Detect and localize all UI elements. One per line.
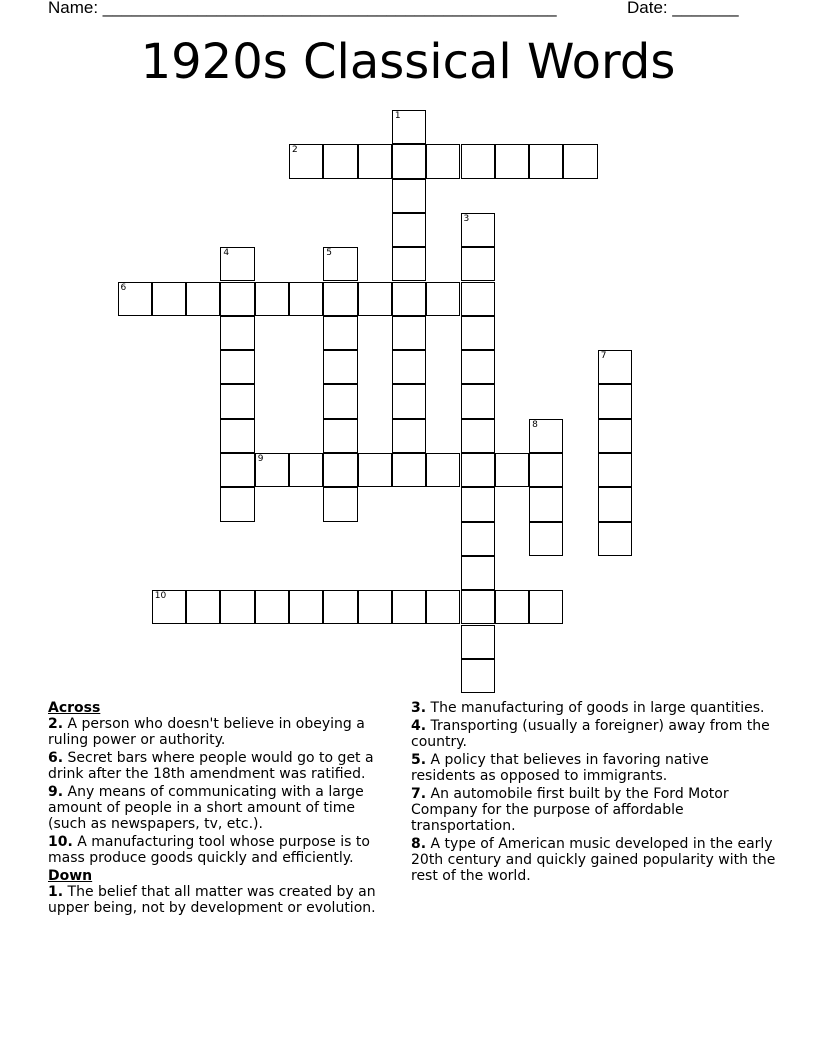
clue-number: 5. [411, 752, 427, 768]
grid-cell[interactable] [529, 144, 563, 178]
grid-cell[interactable] [392, 590, 426, 624]
clues-right-column [411, 700, 776, 886]
clue-text: A person who doesn't believe in obeying a ruling power or authority. [48, 716, 365, 748]
grid-cell[interactable] [461, 384, 495, 418]
grid-cell[interactable] [563, 144, 597, 178]
across-clue [48, 784, 393, 832]
clue-text: A type of American music developed in the early 20th century and quickly gained popularity with the rest of the world. [411, 836, 776, 884]
grid-cell[interactable] [598, 419, 632, 453]
clue-number-label: 1 [394, 111, 401, 121]
clue-number-label: 10 [154, 591, 167, 602]
grid-cell[interactable] [461, 556, 495, 590]
down-clue [48, 884, 393, 916]
grid-cell[interactable] [392, 179, 426, 213]
grid-cell[interactable] [358, 590, 392, 624]
grid-cell[interactable] [323, 453, 357, 487]
grid-cell[interactable] [220, 590, 254, 624]
grid-cell[interactable] [529, 419, 563, 453]
clue-number: 1. [48, 884, 64, 900]
grid-cell[interactable] [392, 350, 426, 384]
grid-cell[interactable] [426, 590, 460, 624]
across-clue [48, 834, 393, 866]
clue-text: The belief that all matter was created by an upper being, not by development or evolution. [48, 884, 376, 916]
clue-number: 2. [48, 716, 64, 732]
clue-text: An automobile first built by the Ford Motor Company for the purpose of affordable transportation. [411, 786, 729, 834]
grid-cell[interactable] [220, 487, 254, 521]
grid-cell[interactable] [255, 282, 289, 316]
down-heading: Down [48, 868, 93, 884]
clue-number: 9. [48, 784, 64, 800]
grid-cell[interactable] [461, 316, 495, 350]
grid-cell[interactable] [598, 453, 632, 487]
grid-cell[interactable] [461, 213, 495, 247]
clue-number-label: 5 [326, 248, 333, 259]
grid-cell[interactable] [220, 316, 254, 350]
clue-text: Any means of communicating with a large amount of people in a short amount of time (such as newspapers, tv, etc.). [48, 784, 364, 832]
grid-cell[interactable] [323, 282, 357, 316]
grid-cell[interactable] [598, 522, 632, 556]
grid-cell[interactable] [255, 590, 289, 624]
grid-cell[interactable] [392, 282, 426, 316]
clue-number: 7. [411, 786, 427, 802]
down-clue [411, 718, 776, 750]
grid-cell[interactable] [495, 453, 529, 487]
clue-number-label: 4 [223, 248, 230, 259]
grid-cell[interactable] [495, 590, 529, 624]
grid-cell[interactable] [118, 282, 152, 316]
grid-cell[interactable] [323, 590, 357, 624]
clue-number: 10. [48, 834, 73, 850]
grid-cell[interactable] [186, 282, 220, 316]
clue-text: The manufacturing of goods in large quantities. [430, 700, 765, 716]
grid-cell[interactable] [152, 590, 186, 624]
grid-cell[interactable] [358, 453, 392, 487]
grid-cell[interactable] [598, 350, 632, 384]
grid-cell[interactable] [323, 144, 357, 178]
grid-cell[interactable] [323, 419, 357, 453]
grid-cell[interactable] [598, 384, 632, 418]
grid-cell[interactable] [598, 487, 632, 521]
clue-number-label: 8 [532, 419, 538, 430]
clue-number: 8. [411, 836, 427, 852]
clue-number-label: 2 [292, 145, 298, 156]
grid-cell[interactable] [323, 350, 357, 384]
grid-cell[interactable] [392, 419, 426, 453]
grid-cell[interactable] [392, 247, 426, 281]
grid-cell[interactable] [529, 453, 563, 487]
grid-cell[interactable] [289, 144, 323, 178]
name-field-label: Name: ________________________________________________ [48, 0, 557, 17]
grid-cell[interactable] [392, 316, 426, 350]
grid-cell[interactable] [426, 453, 460, 487]
page-title: 1920s Classical Words [140, 34, 676, 90]
grid-cell[interactable] [392, 453, 426, 487]
clue-text: A policy that believes in favoring native residents as opposed to immigrants. [411, 752, 709, 784]
clue-text: Secret bars where people would go to get a drink after the 18th amendment was ratified. [48, 750, 374, 782]
grid-cell[interactable] [323, 247, 357, 281]
grid-cell[interactable] [220, 350, 254, 384]
grid-cell[interactable] [461, 350, 495, 384]
across-clue [48, 716, 393, 748]
grid-cell[interactable] [461, 487, 495, 521]
grid-cell[interactable] [392, 110, 426, 144]
clue-number-label: 7 [600, 351, 607, 362]
grid-cell[interactable] [323, 384, 357, 418]
across-heading: Across [48, 700, 101, 716]
grid-cell[interactable] [186, 590, 220, 624]
grid-cell[interactable] [529, 522, 563, 556]
clue-text: A manufacturing tool whose purpose is to mass produce goods quickly and efficiently. [48, 834, 370, 866]
grid-cell[interactable] [289, 282, 323, 316]
down-clue [411, 836, 776, 884]
down-clue [411, 786, 776, 834]
grid-cell[interactable] [220, 453, 254, 487]
grid-cell[interactable] [461, 522, 495, 556]
grid-cell[interactable] [392, 213, 426, 247]
down-clue [411, 700, 776, 716]
grid-cell[interactable] [220, 247, 254, 281]
grid-cell[interactable] [392, 384, 426, 418]
clue-number: 4. [411, 718, 427, 734]
clues-left-column [48, 700, 393, 918]
grid-cell[interactable] [323, 487, 357, 521]
grid-cell[interactable] [323, 316, 357, 350]
grid-cell[interactable] [461, 659, 495, 693]
clue-number-label: 3 [463, 213, 470, 224]
down-clue [411, 752, 776, 784]
clue-number-label: 6 [120, 282, 127, 293]
grid-cell[interactable] [358, 282, 392, 316]
grid-cell[interactable] [255, 453, 289, 487]
grid-cell[interactable] [461, 625, 495, 659]
grid-cell[interactable] [220, 419, 254, 453]
grid-cell[interactable] [220, 384, 254, 418]
grid-cell[interactable] [461, 419, 495, 453]
clue-number: 6. [48, 750, 64, 766]
grid-cell[interactable] [461, 144, 495, 178]
grid-cell[interactable] [152, 282, 186, 316]
grid-cell[interactable] [495, 144, 529, 178]
grid-cell[interactable] [426, 144, 460, 178]
grid-cell[interactable] [461, 282, 495, 316]
grid-cell[interactable] [461, 590, 495, 624]
grid-cell[interactable] [289, 590, 323, 624]
grid-cell[interactable] [220, 282, 254, 316]
clue-text: Transporting (usually a foreigner) away from the country. [411, 718, 770, 750]
date-field-label: Date: _______ [627, 0, 739, 17]
grid-cell[interactable] [529, 487, 563, 521]
grid-cell[interactable] [529, 590, 563, 624]
clue-number: 3. [411, 700, 427, 716]
across-clue [48, 750, 393, 782]
grid-cell[interactable] [289, 453, 323, 487]
grid-cell[interactable] [358, 144, 392, 178]
grid-cell[interactable] [461, 453, 495, 487]
clue-number-label: 9 [257, 454, 264, 464]
grid-cell[interactable] [392, 144, 426, 178]
grid-cell[interactable] [426, 282, 460, 316]
grid-cell[interactable] [461, 247, 495, 281]
